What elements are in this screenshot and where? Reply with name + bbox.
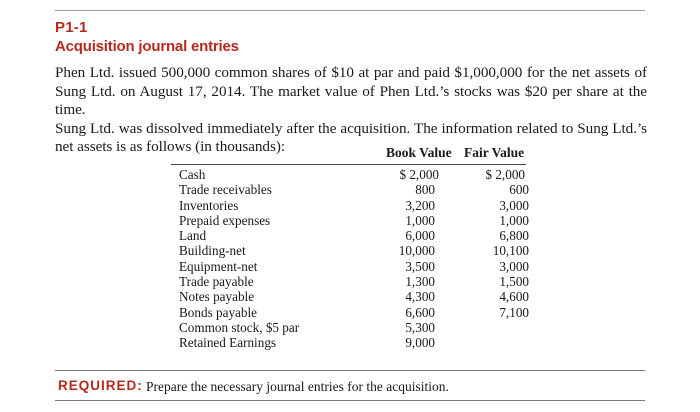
fair-value-cell: 3,000 (499, 197, 529, 213)
problem-number: P1-1 (55, 19, 88, 36)
row-label: Notes payable (179, 289, 255, 305)
description-line: net assets is as follows (in thousands): (55, 138, 286, 156)
book-value-cell: 800 (415, 182, 435, 198)
row-label: Land (179, 228, 207, 244)
book-value-cell: 6,000 (405, 228, 435, 244)
description-line: Sung Ltd. on August 17, 2014. The market value of Phen Ltd.’s stocks was $20 per share at the time. (55, 82, 647, 119)
net-assets-table (179, 167, 529, 351)
book-value-header: Book Value (386, 145, 452, 160)
table-row (179, 274, 529, 289)
table-row (179, 167, 529, 182)
book-value-cell: 5,300 (405, 319, 435, 335)
book-value-cell: 1,300 (405, 274, 435, 290)
fair-value-cell: 3,000 (499, 258, 529, 274)
table-row (179, 182, 529, 197)
table-row (179, 213, 529, 228)
required-bottom-divider (55, 400, 645, 401)
table-row (179, 289, 529, 304)
fair-value-cell: 1,000 (499, 212, 529, 228)
fair-value-cell: 10,100 (492, 243, 529, 259)
book-value-cell: 6,600 (405, 304, 435, 320)
book-value-cell: 9,000 (405, 335, 435, 351)
row-label: Inventories (179, 197, 239, 213)
book-value-cell: 10,000 (398, 243, 435, 259)
row-label: Building-net (179, 243, 246, 259)
required-instruction: Prepare the necessary journal entries for the acquisition. (146, 379, 449, 394)
fair-value-cell: 4,600 (499, 289, 529, 305)
required-label: REQUIRED: (58, 378, 143, 393)
table-row (179, 198, 529, 213)
fair-value-cell: $ 2,000 (485, 167, 525, 182)
book-value-cell: 4,300 (405, 289, 435, 305)
row-label: Prepaid expenses (179, 212, 271, 228)
description-line: Sung Ltd. was dissolved immediately after the acquisition. The information related to Sung Ltd.’s (55, 119, 647, 137)
table-row (179, 305, 529, 320)
table-row (179, 259, 529, 274)
top-divider (55, 10, 645, 11)
table-row (179, 335, 529, 350)
book-value-cell: 3,200 (405, 197, 435, 213)
book-value-cell: 1,000 (405, 212, 435, 228)
fair-value-cell: 1,500 (499, 274, 529, 290)
fair-value-header: Fair Value (464, 145, 525, 160)
fair-value-cell: 7,100 (499, 304, 529, 320)
problem-description (55, 64, 647, 157)
row-label: Bonds payable (179, 304, 258, 320)
book-value-cell: $ 2,000 (399, 167, 439, 182)
row-label: Trade payable (179, 274, 254, 290)
row-label: Common stock, $5 par (179, 319, 300, 335)
description-line: Phen Ltd. issued 500,000 common shares of $10 at par and paid $1,000,000 for the net assets of (55, 64, 647, 81)
problem-title: Acquisition journal entries (55, 38, 239, 55)
table-row (179, 243, 529, 258)
row-label: Cash (179, 167, 206, 182)
table-header-rule (171, 164, 526, 165)
row-label: Retained Earnings (179, 335, 277, 351)
required-top-divider (55, 370, 645, 371)
table-row (179, 228, 529, 243)
table-row (179, 320, 529, 335)
fair-value-cell: 6,800 (499, 228, 529, 244)
book-value-cell: 3,500 (405, 258, 435, 274)
fair-value-cell: 600 (509, 182, 529, 198)
row-label: Equipment-net (179, 258, 258, 274)
row-label: Trade receivables (179, 182, 272, 198)
